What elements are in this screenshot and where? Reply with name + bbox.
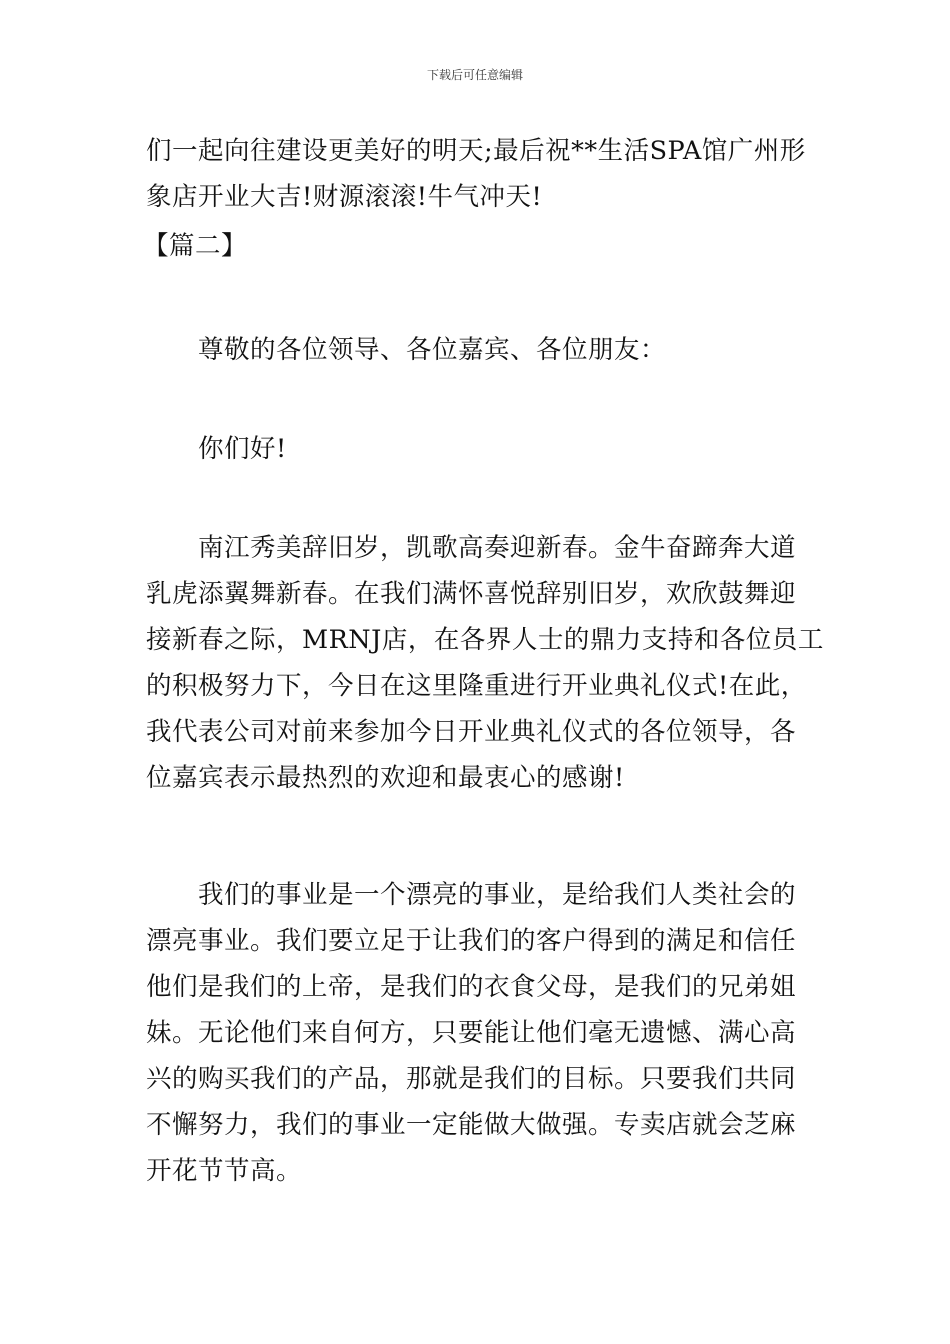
text-line: 他们是我们的上帝，是我们的衣食父母，是我们的兄弟姐 [146, 972, 797, 1002]
hello-text: 你们好! [198, 434, 287, 464]
paragraph-business [146, 872, 816, 1194]
text-line: 位嘉宾表示最热烈的欢迎和最衷心的感谢! [146, 763, 625, 793]
section-title-text: 【篇二】 [143, 231, 248, 261]
text-line: 的积极努力下，今日在这里隆重进行开业典礼仪式!在此， [146, 671, 807, 701]
hello-paragraph [146, 426, 816, 472]
paragraph-opening [146, 525, 824, 801]
text-line: 我们的事业是一个漂亮的事业，是给我们人类社会的 [198, 880, 797, 910]
text-line: 南江秀美辞旧岁，凯歌高奏迎新春。金牛奋蹄奔大道 [198, 533, 797, 563]
greeting-paragraph [146, 327, 816, 373]
text-line: 妹。无论他们来自何方，只要能让他们毫无遗憾、满心高 [146, 1018, 797, 1048]
text-line: 接新春之际，MRNJ店，在各界人士的鼎力支持和各位员工 [146, 625, 824, 655]
text-line: 们一起向往建设更美好的明天;最后祝**生活SPA馆广州形 [146, 136, 806, 166]
text-line: 兴的购买我们的产品，那就是我们的目标。只要我们共同 [146, 1064, 797, 1094]
text-line: 开花节节高。 [146, 1156, 303, 1186]
page-header-note: 下载后可任意编辑 [426, 68, 523, 82]
text-line: 我代表公司对前来参加今日开业典礼仪式的各位领导，各 [146, 717, 797, 747]
paragraph-continuation [146, 128, 816, 220]
text-line: 不懈努力，我们的事业一定能做大做强。专卖店就会芝麻 [146, 1110, 797, 1140]
text-line: 象店开业大吉!财源滚滚!牛气冲天! [146, 182, 543, 212]
greeting-text: 尊敬的各位领导、各位嘉宾、各位朋友： [198, 335, 667, 365]
text-line: 漂亮事业。我们要立足于让我们的客户得到的满足和信任 [146, 926, 797, 956]
section-title [143, 223, 813, 269]
text-line: 乳虎添翼舞新春。在我们满怀喜悦辞别旧岁，欢欣鼓舞迎 [146, 579, 797, 609]
